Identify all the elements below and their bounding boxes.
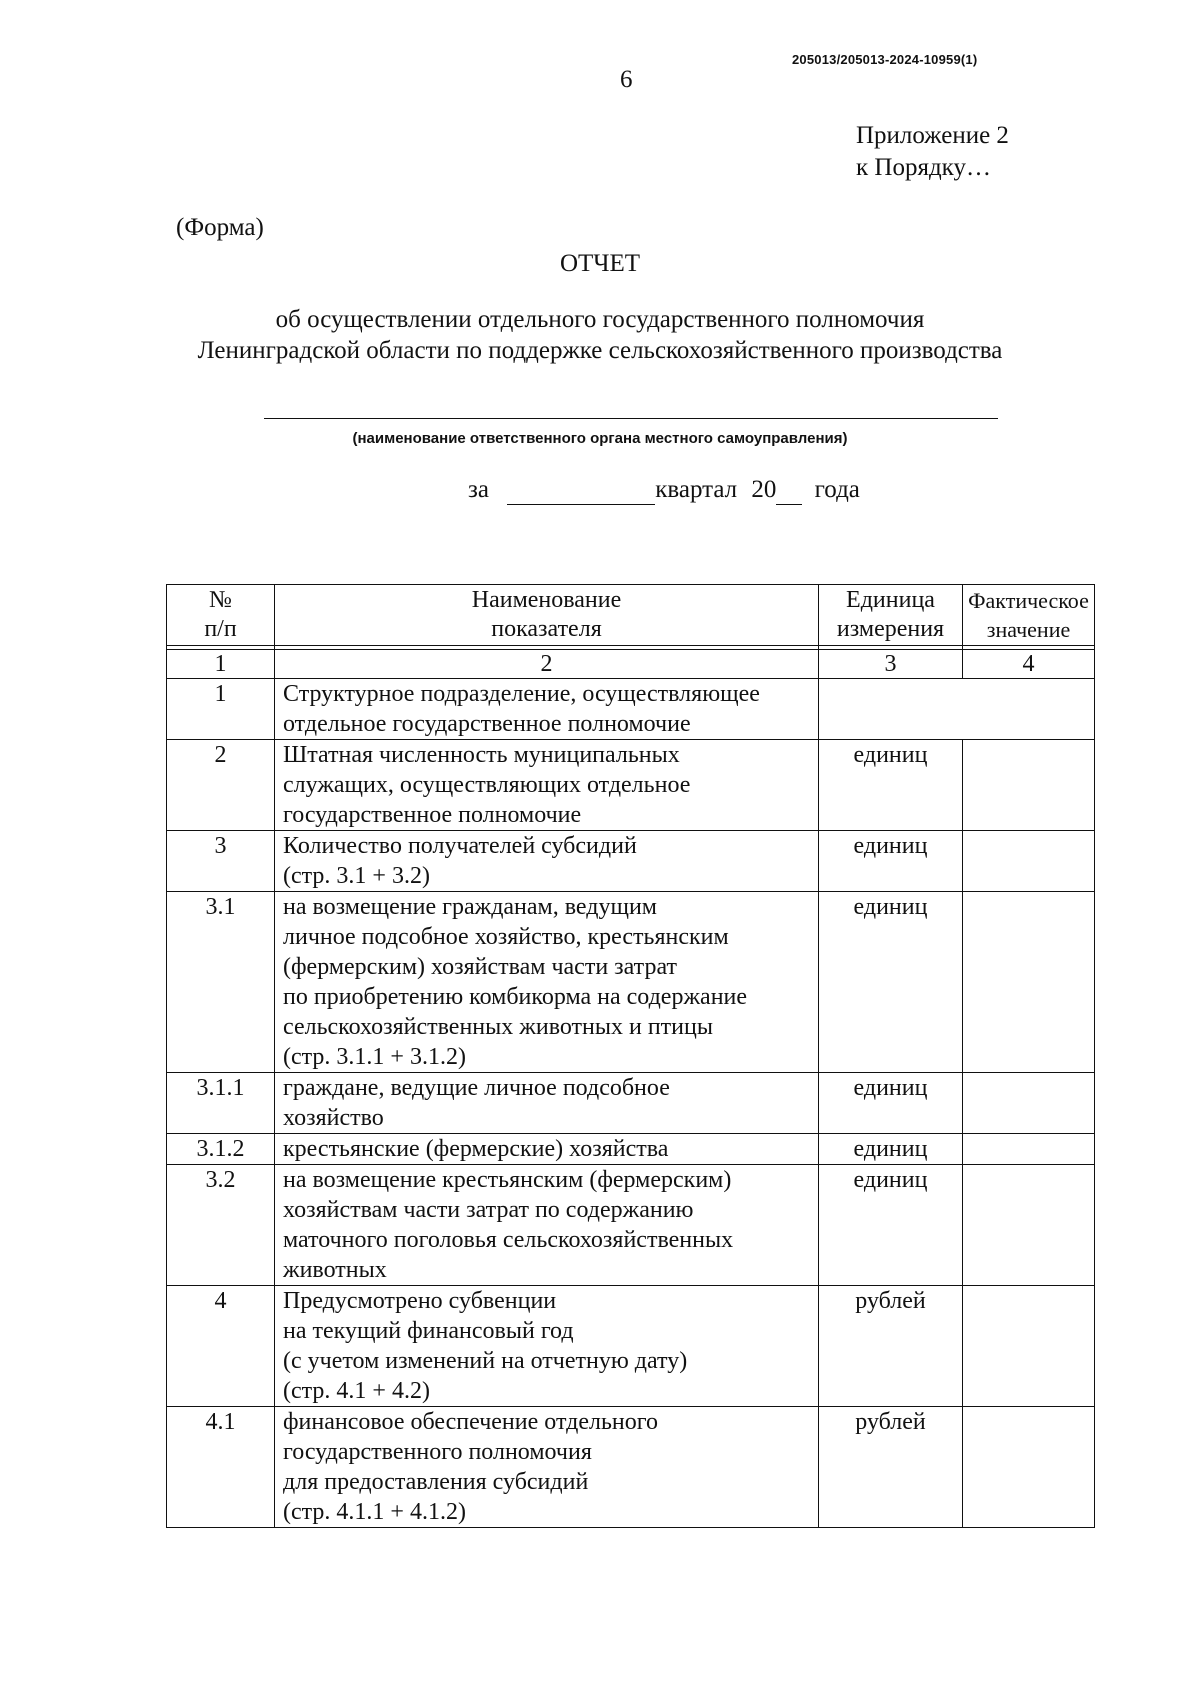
reporting-period: [468, 476, 860, 505]
header-name: Наименование показателя: [275, 585, 819, 646]
row-number: 4.1: [167, 1407, 275, 1528]
column-number: 2: [275, 650, 819, 679]
quarter-blank[interactable]: [507, 476, 655, 505]
report-subtitle: [0, 304, 1200, 366]
indicator-name: [275, 1073, 819, 1134]
indicator-name-line: хозяйствам части затрат по содержанию: [283, 1197, 694, 1223]
indicator-name-line: (с учетом изменений на отчетную дату): [283, 1348, 688, 1374]
actual-value-cell[interactable]: [963, 679, 1095, 740]
unit-of-measure: единиц: [819, 1073, 963, 1134]
indicator-name-line: государственного полномочия: [283, 1439, 592, 1465]
row-number: 3.1: [167, 892, 275, 1073]
row-number: 4: [167, 1286, 275, 1407]
indicator-name-line: Структурное подразделение, осуществляющее: [283, 681, 760, 707]
table-row: [167, 1286, 1095, 1407]
unit-of-measure: единиц: [819, 740, 963, 831]
column-number: 3: [819, 650, 963, 679]
organization-name-blank[interactable]: [264, 418, 998, 419]
indicator-name-line: по приобретению комбикорма на содержание: [283, 984, 748, 1010]
actual-value-cell[interactable]: [963, 1407, 1095, 1528]
quarter-word: квартал: [655, 476, 738, 503]
indicator-name-line: (стр. 3.1 + 3.2): [283, 863, 430, 889]
table-row: [167, 892, 1095, 1073]
actual-value-cell[interactable]: [963, 1286, 1095, 1407]
header-value: Фактическое значение: [963, 585, 1095, 646]
year-suffix: года: [814, 476, 860, 503]
year-prefix: 20: [751, 476, 777, 503]
page-number: 6: [620, 66, 633, 93]
column-numbers-row: [167, 650, 1095, 679]
indicator-name: [275, 740, 819, 831]
indicator-name-line: для предоставления субсидий: [283, 1469, 589, 1495]
table-row: [167, 679, 1095, 740]
form-label: (Форма): [176, 214, 264, 241]
header-unit: Единица измерения: [819, 585, 963, 646]
report-title: ОТЧЕТ: [559, 250, 641, 277]
actual-value-cell[interactable]: [963, 831, 1095, 892]
actual-value-cell[interactable]: [963, 740, 1095, 831]
indicator-name: [275, 1165, 819, 1286]
table-row: [167, 740, 1095, 831]
unit-of-measure: рублей: [819, 1407, 963, 1528]
row-number: 2: [167, 740, 275, 831]
indicator-name-line: граждане, ведущие личное подсобное: [283, 1075, 670, 1101]
indicator-name-line: маточного поголовья сельскохозяйственных: [283, 1227, 734, 1253]
unit-of-measure: единиц: [819, 831, 963, 892]
table-row: [167, 1134, 1095, 1165]
indicator-name: [275, 1407, 819, 1528]
indicator-name-line: хозяйство: [283, 1105, 384, 1131]
actual-value-cell[interactable]: [963, 1165, 1095, 1286]
indicator-name-line: (стр. 4.1.1 + 4.1.2): [283, 1499, 466, 1525]
indicator-name: [275, 831, 819, 892]
indicator-name-line: сельскохозяйственных животных и птицы: [283, 1014, 713, 1040]
row-number: 3.1.1: [167, 1073, 275, 1134]
appendix-reference: [856, 120, 1009, 184]
indicator-name-line: (стр. 4.1 + 4.2): [283, 1378, 430, 1404]
row-number: 3: [167, 831, 275, 892]
indicator-name: [275, 679, 819, 740]
unit-of-measure: [819, 679, 963, 740]
organization-caption: (наименование ответственного органа местного самоуправления): [352, 430, 848, 447]
table-row: [167, 1407, 1095, 1528]
table-row: [167, 1073, 1095, 1134]
indicator-name-line: животных: [283, 1257, 387, 1283]
indicator-name-line: отдельное государственное полномочие: [283, 711, 691, 737]
indicator-name-line: служащих, осуществляющих отдельное: [283, 772, 691, 798]
year-blank[interactable]: [776, 476, 802, 505]
row-number: 1: [167, 679, 275, 740]
actual-value-cell[interactable]: [963, 1134, 1095, 1165]
row-number: 3.2: [167, 1165, 275, 1286]
indicator-name: [275, 892, 819, 1073]
actual-value-cell[interactable]: [963, 892, 1095, 1073]
subtitle-line-2: Ленинградской области по поддержке сельскохозяйственного производства: [197, 337, 1003, 364]
table-row: [167, 831, 1095, 892]
indicator-name-line: крестьянские (фермерские) хозяйства: [283, 1136, 669, 1162]
appendix-line-1: Приложение 2: [856, 122, 1009, 149]
indicator-name-line: финансовое обеспечение отдельного: [283, 1409, 658, 1435]
actual-value-cell[interactable]: [963, 1073, 1095, 1134]
indicator-name-line: государственное полномочие: [283, 802, 582, 828]
unit-of-measure: единиц: [819, 1165, 963, 1286]
document-id: 205013/205013-2024-10959(1): [792, 52, 978, 67]
column-number: 1: [167, 650, 275, 679]
unit-of-measure: единиц: [819, 1134, 963, 1165]
indicator-name-line: на возмещение гражданам, ведущим: [283, 894, 657, 920]
unit-of-measure: рублей: [819, 1286, 963, 1407]
report-table: [166, 584, 1095, 1528]
table-header-row: [167, 585, 1095, 646]
indicator-name-line: (фермерским) хозяйствам части затрат: [283, 954, 677, 980]
indicator-name-line: личное подсобное хозяйство, крестьянским: [283, 924, 729, 950]
table-row: [167, 1165, 1095, 1286]
indicator-name-line: Предусмотрено субвенции: [283, 1288, 557, 1314]
header-num: № п/п: [167, 585, 275, 646]
indicator-name-line: Штатная численность муниципальных: [283, 742, 680, 768]
indicator-name: [275, 1134, 819, 1165]
period-prefix: за: [468, 476, 489, 503]
indicator-name-line: на возмещение крестьянским (фермерским): [283, 1167, 732, 1193]
appendix-line-2: к Порядку…: [856, 154, 991, 181]
subtitle-line-1: об осуществлении отдельного государственного полномочия: [275, 306, 925, 333]
indicator-name-line: (стр. 3.1.1 + 3.1.2): [283, 1044, 466, 1070]
indicator-name: [275, 1286, 819, 1407]
indicator-name-line: Количество получателей субсидий: [283, 833, 637, 859]
indicator-name-line: на текущий финансовый год: [283, 1318, 574, 1344]
row-number: 3.1.2: [167, 1134, 275, 1165]
unit-of-measure: единиц: [819, 892, 963, 1073]
column-number: 4: [963, 650, 1095, 679]
